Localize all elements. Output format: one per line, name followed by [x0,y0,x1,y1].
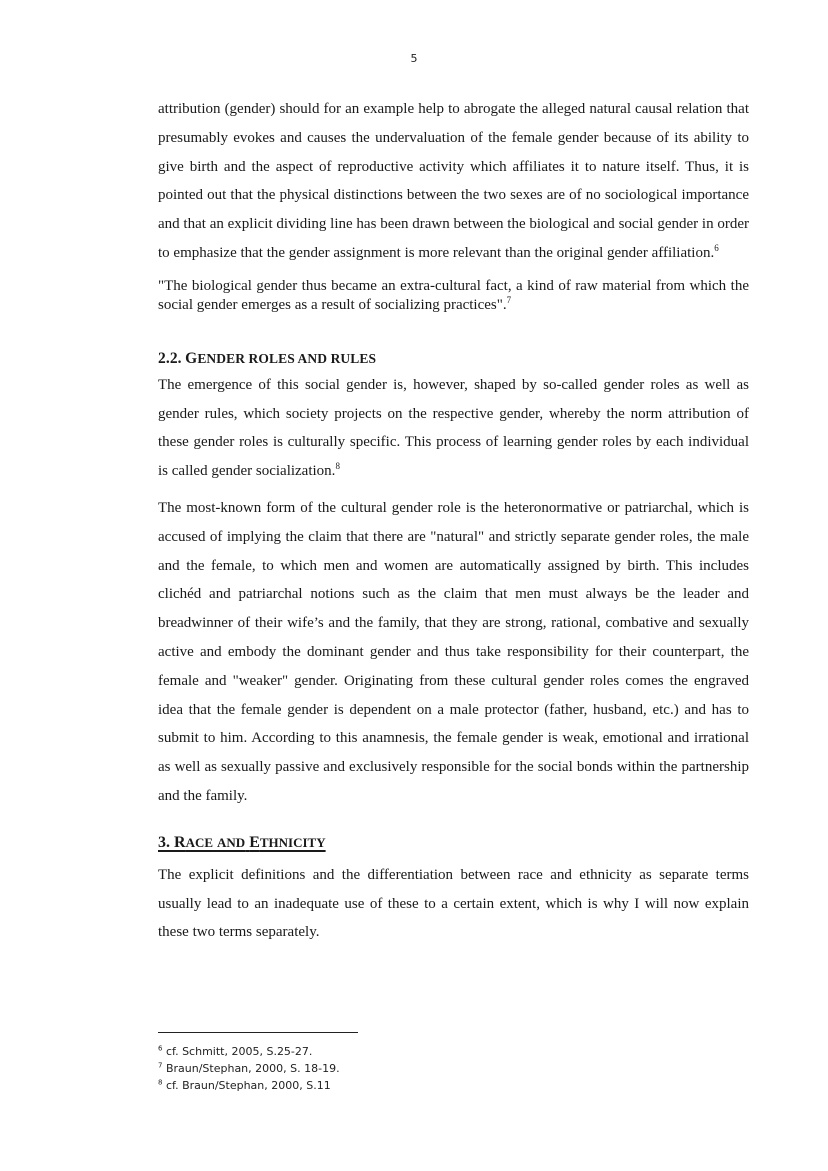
footnote-6: $^6$ cf. Schmitt, 2005, S.25-27. [158,1044,313,1058]
paragraph-gender-roles: The emergence of this social gender is, however, shaped by so-called gender roles as well as gender rules, which society projects on the respective gender, whereby the norm attribution of these gender roles is culturally specific. This process of learning gender roles by each individual is called gender socialization.$^8$ [158,376,749,480]
block-quote: "The biological gender thus became an extra-cultural fact, a kind of raw material from which the social gender emerges as a result of socializing practices".$^7$ [158,277,749,313]
footnote-separator [158,1032,358,1033]
footnotes [158,1043,658,1094]
footnote-ref-8[interactable]: 8 [335,461,340,472]
page-number: 5 [410,52,418,65]
footnote-7: $^7$ Braun/Stephan, 2000, S. 18-19. [158,1061,340,1075]
section-heading-2-2: 2.2. GENDER ROLES AND RULES [158,349,377,367]
footnote-ref-7[interactable]: 7 [506,294,512,305]
paragraph-race-ethnicity: The explicit definitions and the differentiation between race and ethnicity as separate terms usually lead to an inadequate use of these to a certain extent, which is why I will now explain these two terms separately. [158,866,749,941]
footnote-8: $^8$ cf. Braun/Stephan, 2000, S.11 [158,1078,331,1092]
section-heading-3: 3. RACE AND ETHNICITY [158,833,326,851]
paragraph-heteronormative: The most-known form of the cultural gender role is the heteronormative or patriarchal, which is accused of implying the claim that there are "natural" and strictly separate gender roles, the male and the female, to which men and women are automatically assigned by birth. This includes clichéd and patriarchal notions such as the claim that men must always be the leader and breadwinner of their wife’s and the family, that they are strong, rational, combative and sexually active and embody the dominant gender and thus take responsibility for their counterpart, the female and "weaker" gender. Originating from these cultural gender roles comes the engraved idea that the female gender is dependent on a male protector (father, husband, etc.) and has to submit to him. According to this anamnesis, the female gender is weak, emotional and irrational as well as sexually passive and exclusively responsible for the social bonds within the partnership and the family. [158,499,749,804]
page-body [158,95,749,947]
paragraph-gender-attribution: attribution (gender) should for an example help to abrogate the alleged natural causal relation that presumably evokes and causes the undervaluation of the female gender because of its ability to give birth and the aspect of reproductive activity which affiliates it to nature itself. Thus, it is pointed out that the physical distinctions between the two sexes are of no sociological importance and that an explicit dividing line has been drawn between the biological and social gender in order to emphasize that the gender assignment is more relevant than the original gender affiliation.$^6$ [158,101,749,261]
footnote-ref-6[interactable]: 6 [714,242,719,253]
